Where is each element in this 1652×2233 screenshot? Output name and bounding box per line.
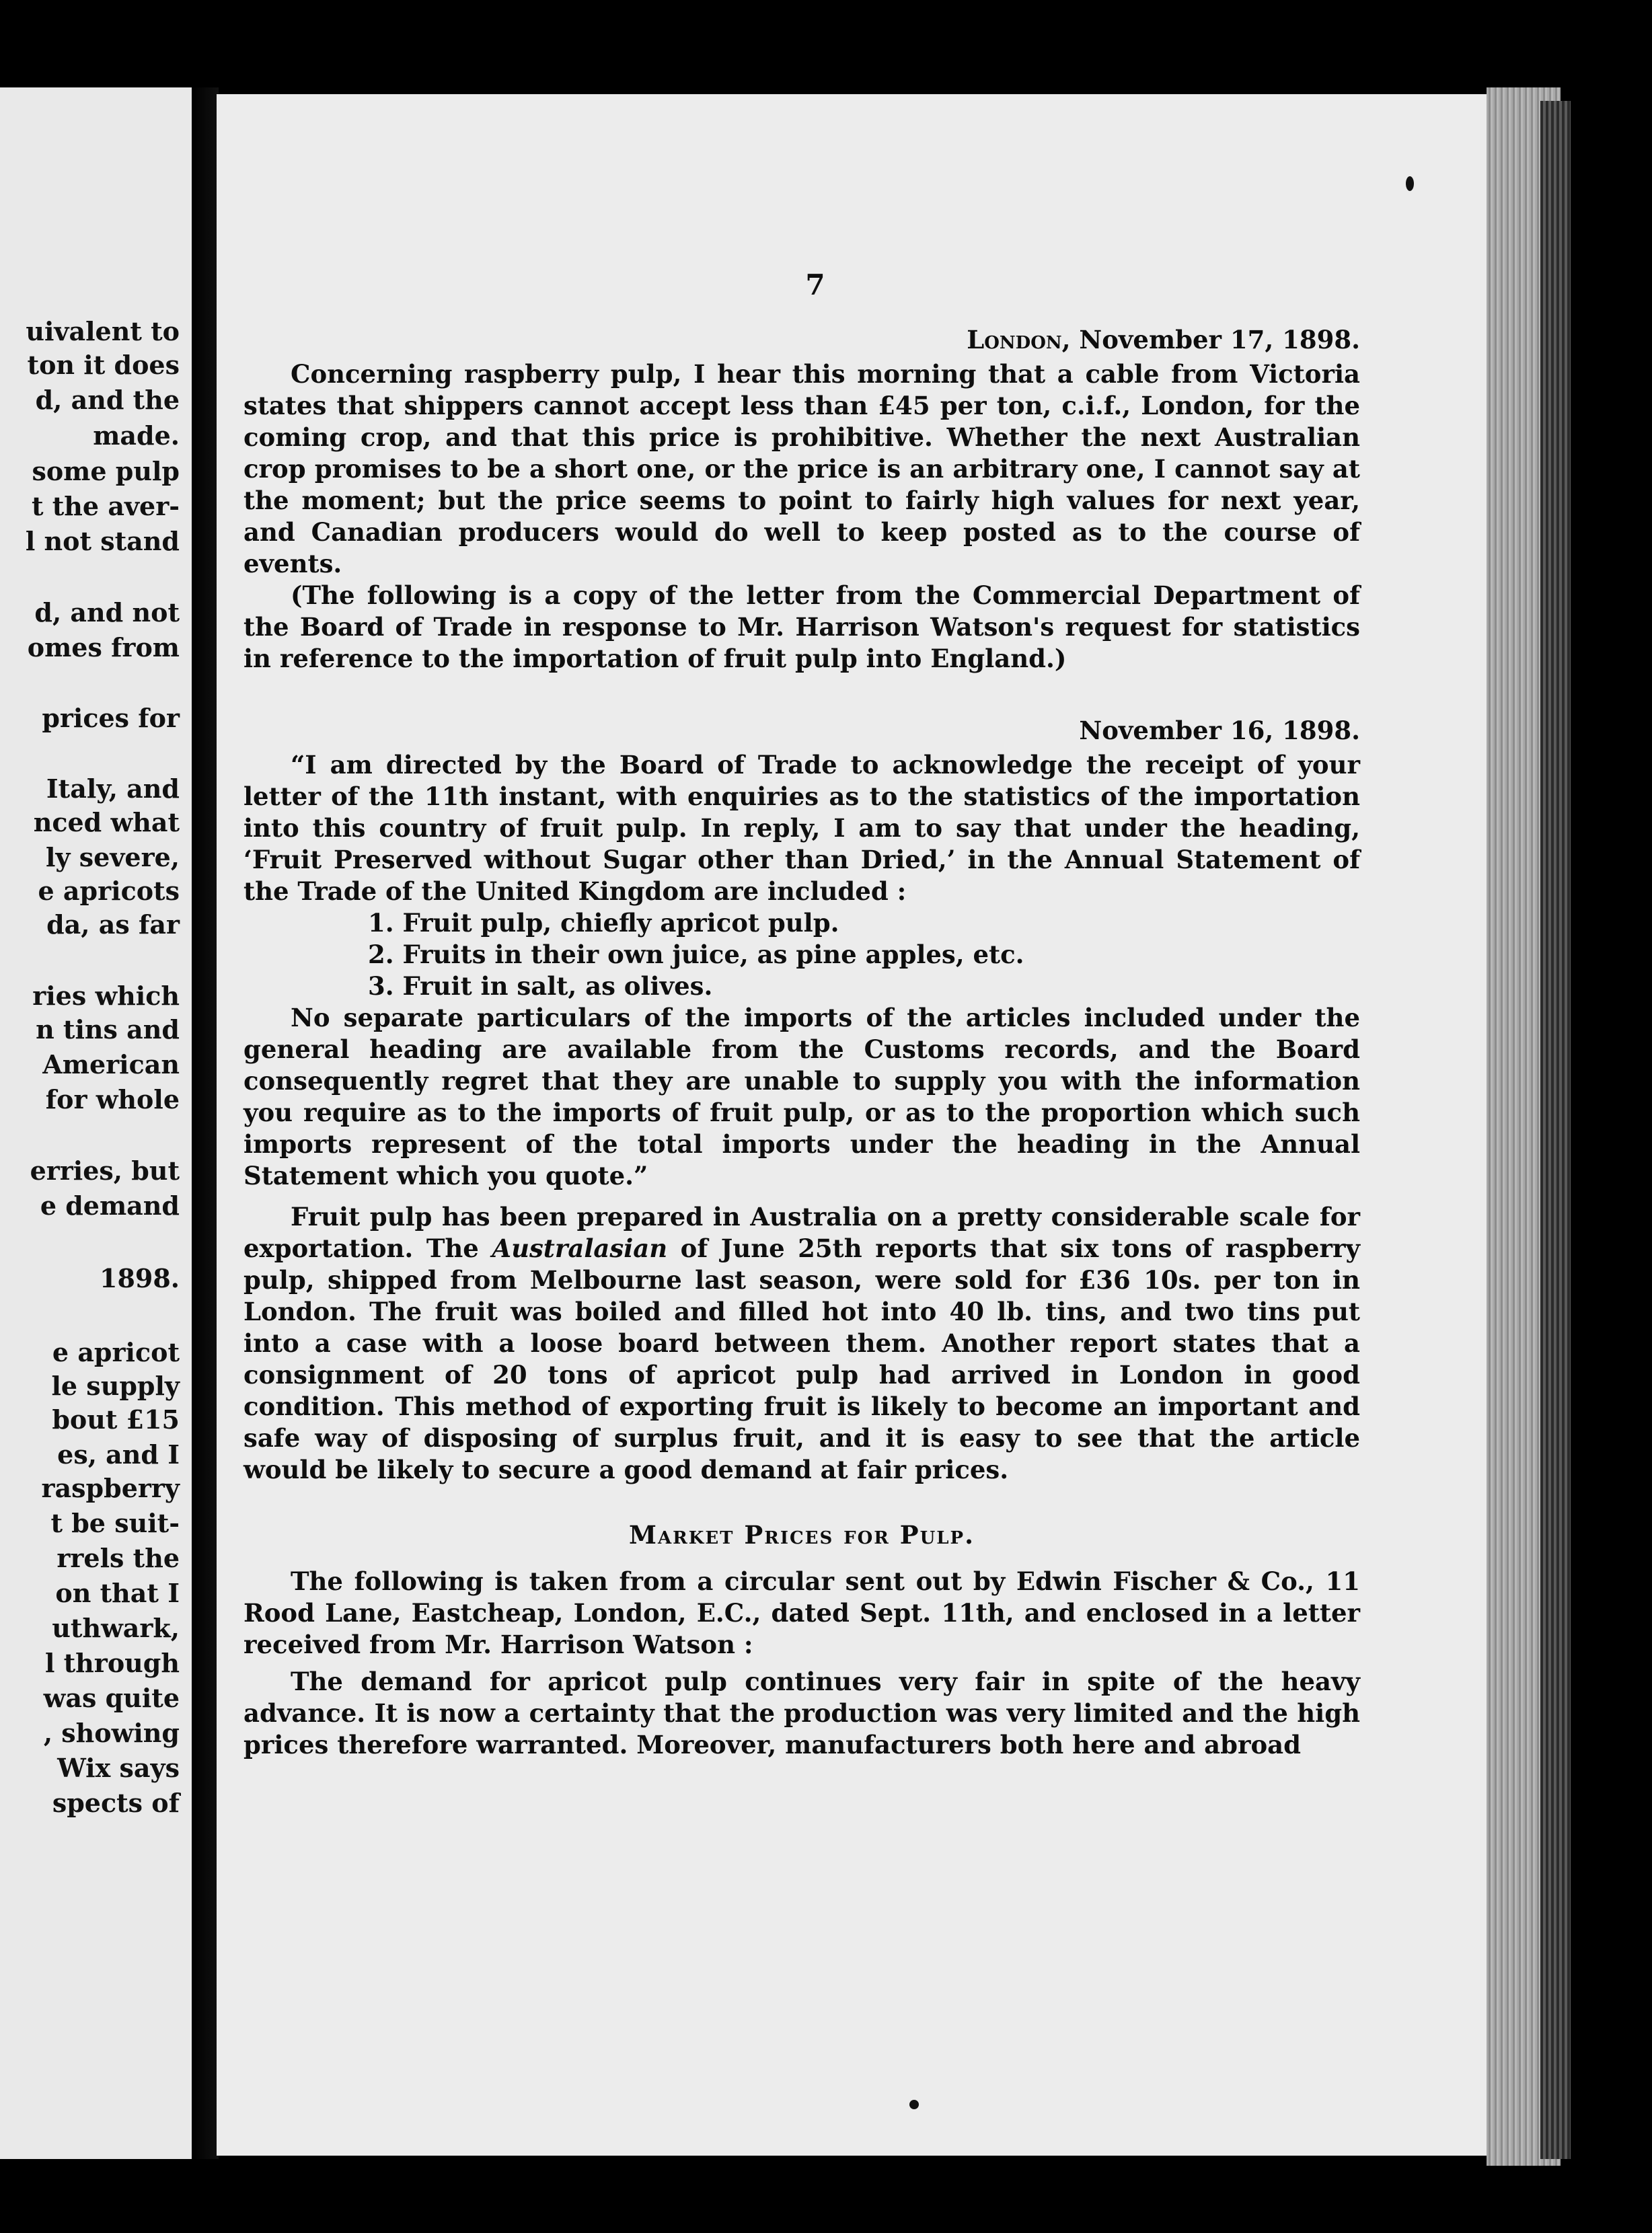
- left-page-line: t be suit-: [50, 1508, 180, 1538]
- left-page-line: some pulp: [32, 456, 180, 486]
- dateline-november-16: November 16, 1898.: [1079, 716, 1360, 745]
- left-page-line: e apricots: [38, 876, 180, 906]
- left-page-line: erries, but: [30, 1156, 180, 1186]
- dateline-london: [243, 324, 1360, 356]
- left-page-fragment: [0, 87, 192, 2159]
- left-page-line: Wix says: [57, 1753, 180, 1783]
- binding-edge: [1540, 101, 1571, 2159]
- list-item: 2. Fruits in their own juice, as pine apples, etc.: [368, 940, 1024, 969]
- left-page-line: nced what: [33, 807, 180, 837]
- dateline-city: London: [967, 325, 1062, 354]
- left-page-line: ton it does: [27, 350, 180, 380]
- left-page-line: raspberry: [41, 1473, 180, 1503]
- left-page-line: rrels the: [57, 1543, 180, 1573]
- australasian-title: Australasian: [492, 1234, 668, 1263]
- included-items-list: [243, 907, 1360, 1002]
- left-page-line: uthwark,: [52, 1613, 180, 1643]
- left-page-line: American: [42, 1049, 180, 1080]
- left-page-line: uivalent to: [26, 316, 180, 346]
- paragraph-apricot-demand: The demand for apricot pulp continues very fair in spite of the heavy advance. It is now a certainty that the production was very limited and the high prices therefore warranted. Moreover, manufacturers both here and abroad: [243, 1667, 1360, 1759]
- left-page-line: , showing: [43, 1718, 180, 1748]
- left-page-line: e apricot: [52, 1337, 180, 1367]
- paragraph-letter-note: (The following is a copy of the letter from the Commercial Department of the Board of Trade in response to Mr. Harrison Watson's request for statistics in reference to the importation of fruit pulp into England.): [243, 580, 1360, 673]
- list-item: 1. Fruit pulp, chiefly apricot pulp.: [368, 908, 839, 938]
- left-page-line: l through: [44, 1648, 180, 1678]
- section-heading: Market Prices for Pulp.: [629, 1520, 975, 1550]
- ink-speck: [1406, 176, 1414, 191]
- gutter-shadow: [192, 87, 219, 2159]
- left-page-line: le supply: [51, 1371, 180, 1401]
- paragraph-customs-records: No separate particulars of the imports of the articles included under the general heading are available from the Customs records, and the Board consequently regret that they are unable to supply you with the information you require as to the imports of fruit pulp, or as to the proportion which such imports represent of the total imports under the heading in the Annual Statement which you quote.”: [243, 1003, 1360, 1190]
- left-page-line: on that I: [55, 1578, 180, 1608]
- dateline-date: , November 17, 1898.: [1061, 325, 1360, 354]
- paragraph-raspberry-pulp: Concerning raspberry pulp, I hear this morning that a cable from Victoria states that shippers cannot accept less than £45 per ton, c.i.f., London, for the coming crop, and that this price is prohibitive. Whether the next Australian crop promises to be a short one, or the price is an arbitrary one, I cannot say at the moment; but the price seems to point to fairly high values for next year, and Canadian producers would do well to keep posted as to the course of events.: [243, 359, 1360, 578]
- right-page: [217, 94, 1495, 2156]
- paragraph-australia-pulp: [243, 1201, 1360, 1486]
- left-page-line: n tins and: [36, 1014, 180, 1045]
- left-page-line: was quite: [43, 1683, 180, 1713]
- left-page-line: es, and I: [57, 1439, 180, 1470]
- list-item: 3. Fruit in salt, as olives.: [368, 971, 713, 1001]
- page-number: 7: [805, 268, 825, 301]
- left-page-line: da, as far: [46, 909, 180, 940]
- left-page-line: e demand: [40, 1190, 180, 1221]
- left-page-line: made.: [93, 420, 180, 451]
- paragraph-board-of-trade: “I am directed by the Board of Trade to acknowledge the receipt of your letter of the 11th instant, with enquiries as to the statistics of the importation into this country of fruit pulp. In reply, I am to say that under the heading, ‘Fruit Preserved without Sugar other than Dried,’ in the Annual Statement of the Trade of the United Kingdom are included :: [243, 750, 1360, 906]
- left-page-line: 1898.: [100, 1263, 180, 1293]
- left-page-line: l not stand: [25, 526, 180, 556]
- ink-speck: [909, 2100, 919, 2109]
- left-page-line: t the aver-: [31, 491, 180, 521]
- left-page-line: prices for: [42, 703, 180, 733]
- page-content: [243, 269, 1360, 1761]
- para5-text-end: of June 25th reports that six tons of raspberry pulp, shipped from Melbourne last season, were sold for £36 10s. per ton in London. The fruit was boiled and filled hot into 40 lb. tins, and two tins put into a case with a loose board between them. Another report states that a consignment of 20 tons of apricot pulp had arrived in London in good condition. This method of exporting fruit is likely to become an important and safe way of disposing of surplus fruit, and it is easy to see that the article would be likely to secure a good demand at fair prices.: [243, 1234, 1360, 1484]
- left-page-line: ly severe,: [46, 842, 180, 872]
- left-page-line: d, and the: [35, 385, 180, 415]
- left-page-line: bout £15: [52, 1404, 180, 1435]
- left-page-line: ries which: [32, 981, 180, 1011]
- paragraph-circular: The following is taken from a circular sent out by Edwin Fischer & Co., 11 Rood Lane, Eastcheap, London, E.C., dated Sept. 11th, and enclosed in a letter received from Mr. Harrison Watson :: [243, 1566, 1360, 1659]
- left-page-line: Italy, and: [46, 773, 180, 804]
- left-page-line: d, and not: [34, 597, 180, 628]
- left-page-line: spects of: [52, 1788, 180, 1818]
- left-page-line: omes from: [27, 632, 180, 663]
- left-page-line: for whole: [45, 1084, 180, 1114]
- para5-text: Fruit pulp has been prepared in Australia on a pretty considerable scale for exportation. The: [243, 1202, 1360, 1263]
